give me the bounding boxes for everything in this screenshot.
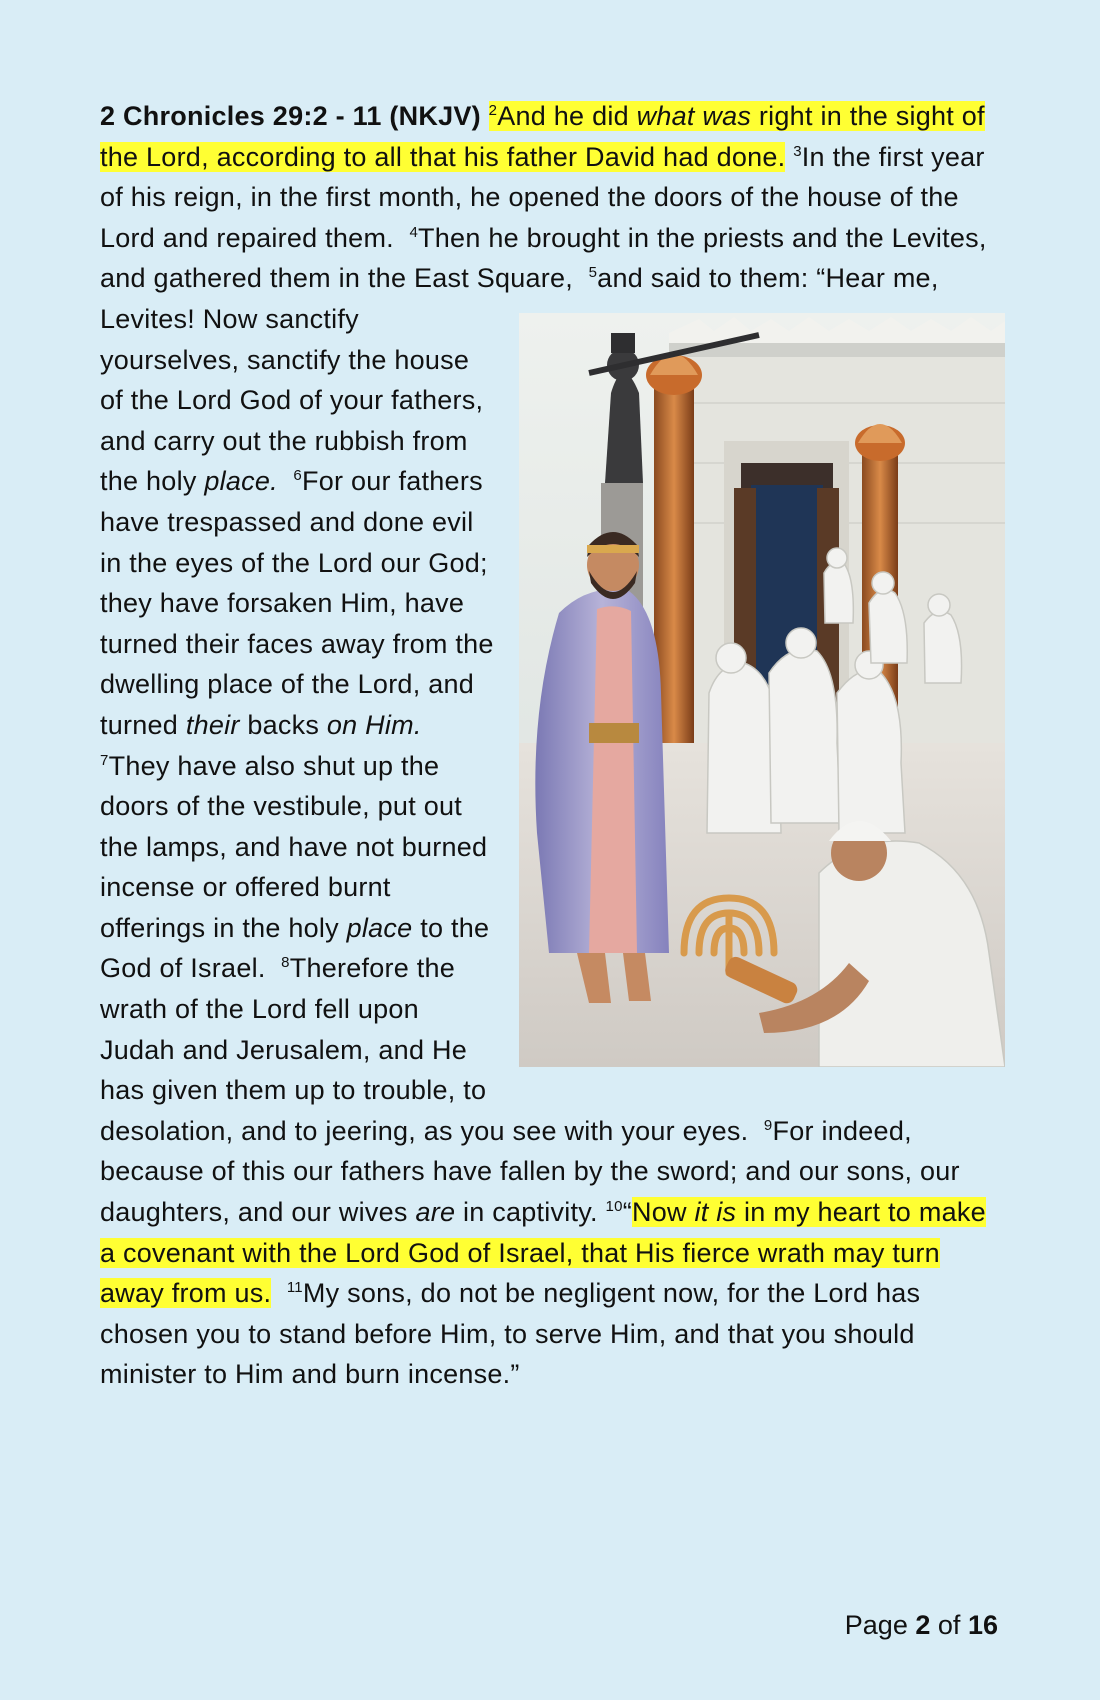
page-label: Page (844, 1610, 908, 1640)
verse-number: 6 (293, 467, 302, 485)
verse-number: 9 (763, 1116, 773, 1134)
verse-number: 3 (793, 142, 802, 160)
italic-text: their (185, 709, 240, 740)
verse-number: 7 (100, 751, 109, 769)
verse-text: My sons, do not be negligent now, for the Lord has chosen you to stand before Him, to serve Him, and that you should minister to Him and burn incense.” (100, 1278, 921, 1390)
italic-text: are (415, 1197, 456, 1228)
italic-text: it is (694, 1197, 737, 1228)
verse-number: 10 (605, 1198, 623, 1216)
verse-text: Therefore the wrath of the Lord fell upon Judah and Jerusalem, and He has given them up to trouble, to desolation, and to jeering, as you see with your eyes. (100, 953, 749, 1146)
page-indicator (845, 1610, 998, 1641)
verse-number: 5 (588, 264, 598, 282)
verse-text: Now (631, 1197, 695, 1228)
verse-text: For indeed, because of this our fathers have fallen by the sword; and our sons, our daughters, and our wives (100, 1115, 960, 1228)
verse-text: in captivity. (455, 1197, 598, 1228)
verse-text: to the God of Israel. (100, 912, 490, 984)
of-label: of (937, 1610, 961, 1640)
temple-illustration (519, 313, 1005, 1067)
open-quote: “ (622, 1197, 632, 1228)
verse-text: right in the sight of the Lord, according to all that his father David had done. (100, 101, 985, 172)
verse-number: 8 (281, 954, 290, 972)
verse-text: in my heart to make a covenant with the Lord God of Israel, that His fierce wrath may turn away from us. (100, 1197, 986, 1309)
verse-text: They have also shut up the doors of the vestibule, put out the lamps, and have not burned incense or offered burnt offerings in the holy (100, 750, 488, 943)
italic-text: place. (204, 466, 278, 497)
italic-text: place (346, 912, 413, 943)
passage-reference: 2 Chronicles 29:2 - 11 (NKJV) (100, 101, 481, 131)
scripture-passage (100, 96, 1005, 1395)
verse-number: 11 (286, 1279, 303, 1297)
italic-text: what was (636, 101, 752, 131)
page-current: 2 (915, 1610, 931, 1640)
page-total: 16 (967, 1610, 998, 1640)
verse-text: And he did (497, 101, 637, 131)
verse-text: For our fathers have trespassed and done evil in the eyes of the Lord our God; they have forsaken Him, have turned their faces away from the dwelling place of the Lord, and turned (100, 466, 494, 740)
verse-number: 2 (488, 102, 498, 119)
verse-text: and said to them: “Hear me, Levites! Now sanctify yourselves, sanctify the house of the Lord God of your fathers, and carry out the rubbish from the holy (100, 263, 939, 497)
verse-text: In the first year of his reign, in the first month, he opened the doors of the house of the Lord and repaired them. (100, 141, 985, 253)
italic-text: on Him. (326, 709, 422, 740)
verse-number: 4 (409, 223, 419, 241)
verse-text: backs (239, 709, 327, 740)
verse-text: Then he brought in the priests and the Levites, and gathered them in the East Square, (100, 222, 987, 294)
hezekiah-temple-painting (519, 313, 1005, 1067)
